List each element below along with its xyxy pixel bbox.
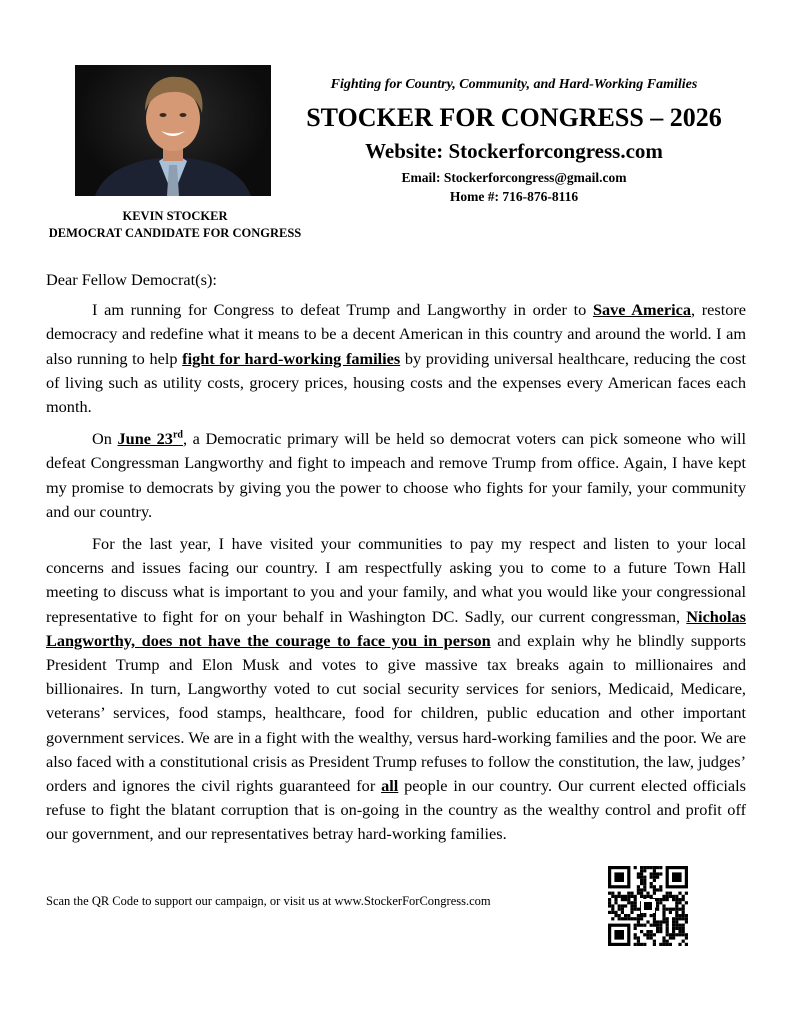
p3-text-c: and explain why he blindly supports President Trump and Elon Musk and votes to give massive tax breaks again to millionaires and billionaires. In turn, Langworthy voted to cut social security services for seniors, Medicaid, Medicare, veterans’ services, food stamps, healthcare, food for children, public education and other important government services. We are in a fight with the wealthy, versus hard-working families and the poor. We are also faced with a constitutional crisis as President Trump refuses to follow the constitution, the law, judges’ orders and ignores the civil rights guaranteed for <box>46 630 747 796</box>
candidate-name: KEVIN STOCKER <box>122 209 228 223</box>
letter-body <box>46 268 746 855</box>
p1-text-e: by providing universal healthcare, reducing the cost of living such as utility costs, grocery prices, housing costs and the expenses every American faces each month. <box>46 348 747 417</box>
website-line[interactable]: Website: Stockerforcongress.com <box>365 139 663 163</box>
candidate-caption <box>40 208 310 242</box>
p3-text-a: For the last year, I have visited your communities to pay my respect and listen to your local concerns and issues facing our country. I am respectfully asking you to come to a future Town Hall meeting to discuss what is important to you and your family, and what you would like your congressional representative to fight for on your behalf in Washington DC. Sadly, our current congressman, <box>46 534 746 626</box>
p1-text-a: I am running for Congress to defeat Trump and Langworthy in order to <box>92 300 593 320</box>
all-emphasis: all <box>381 776 399 796</box>
page-title: STOCKER FOR CONGRESS – 2026 <box>306 103 722 132</box>
salutation: Dear Fellow Democrat(s): <box>46 270 217 289</box>
paragraph-2 <box>46 427 746 524</box>
email-line[interactable]: Email: Stockerforcongress@gmail.com <box>401 170 627 185</box>
paragraph-1 <box>46 298 746 419</box>
paragraph-3 <box>46 532 746 847</box>
letterhead <box>296 74 732 206</box>
langworthy-emphasis: Nicholas Langworthy, does not have the courage to face you in person <box>46 606 746 650</box>
primary-date-suffix: rd <box>172 429 183 441</box>
qr-code[interactable] <box>608 866 688 946</box>
p2-text-a: On <box>92 429 118 449</box>
hard-working-families-emphasis: fight for hard-working families <box>182 348 401 368</box>
candidate-photo <box>75 65 271 196</box>
primary-date: June 23 <box>117 429 173 449</box>
footer-note: Scan the QR Code to support our campaign, or visit us at www.StockerForCongress.com <box>46 894 491 908</box>
p1-text-c: , restore democracy and redefine what it means to be a decent American in this country and around the world. I am also running to help <box>46 300 747 368</box>
home-phone-line: Home #: 716-876-8116 <box>449 189 579 204</box>
p3-text-e: people in our country. Our current elected officials refuse to fight the blatant corruption that is on-going in the country as the wealthy control and profit off our government, and our representatives betray hard-working families. <box>46 776 746 844</box>
tagline: Fighting for Country, Community, and Hard-Working Families <box>330 77 698 92</box>
candidate-role: DEMOCRAT CANDIDATE FOR CONGRESS <box>48 226 302 240</box>
p2-text-c: , a Democratic primary will be held so democrat voters can pick someone who will defeat Congressman Langworthy and fight to impeach and remove Trump from office. Again, I have kept my promise to democrats by giving you the power to choose who fights for your family, your community and our country. <box>46 429 746 521</box>
save-america-emphasis: Save America <box>592 300 691 320</box>
primary-date-emphasis <box>118 429 183 448</box>
